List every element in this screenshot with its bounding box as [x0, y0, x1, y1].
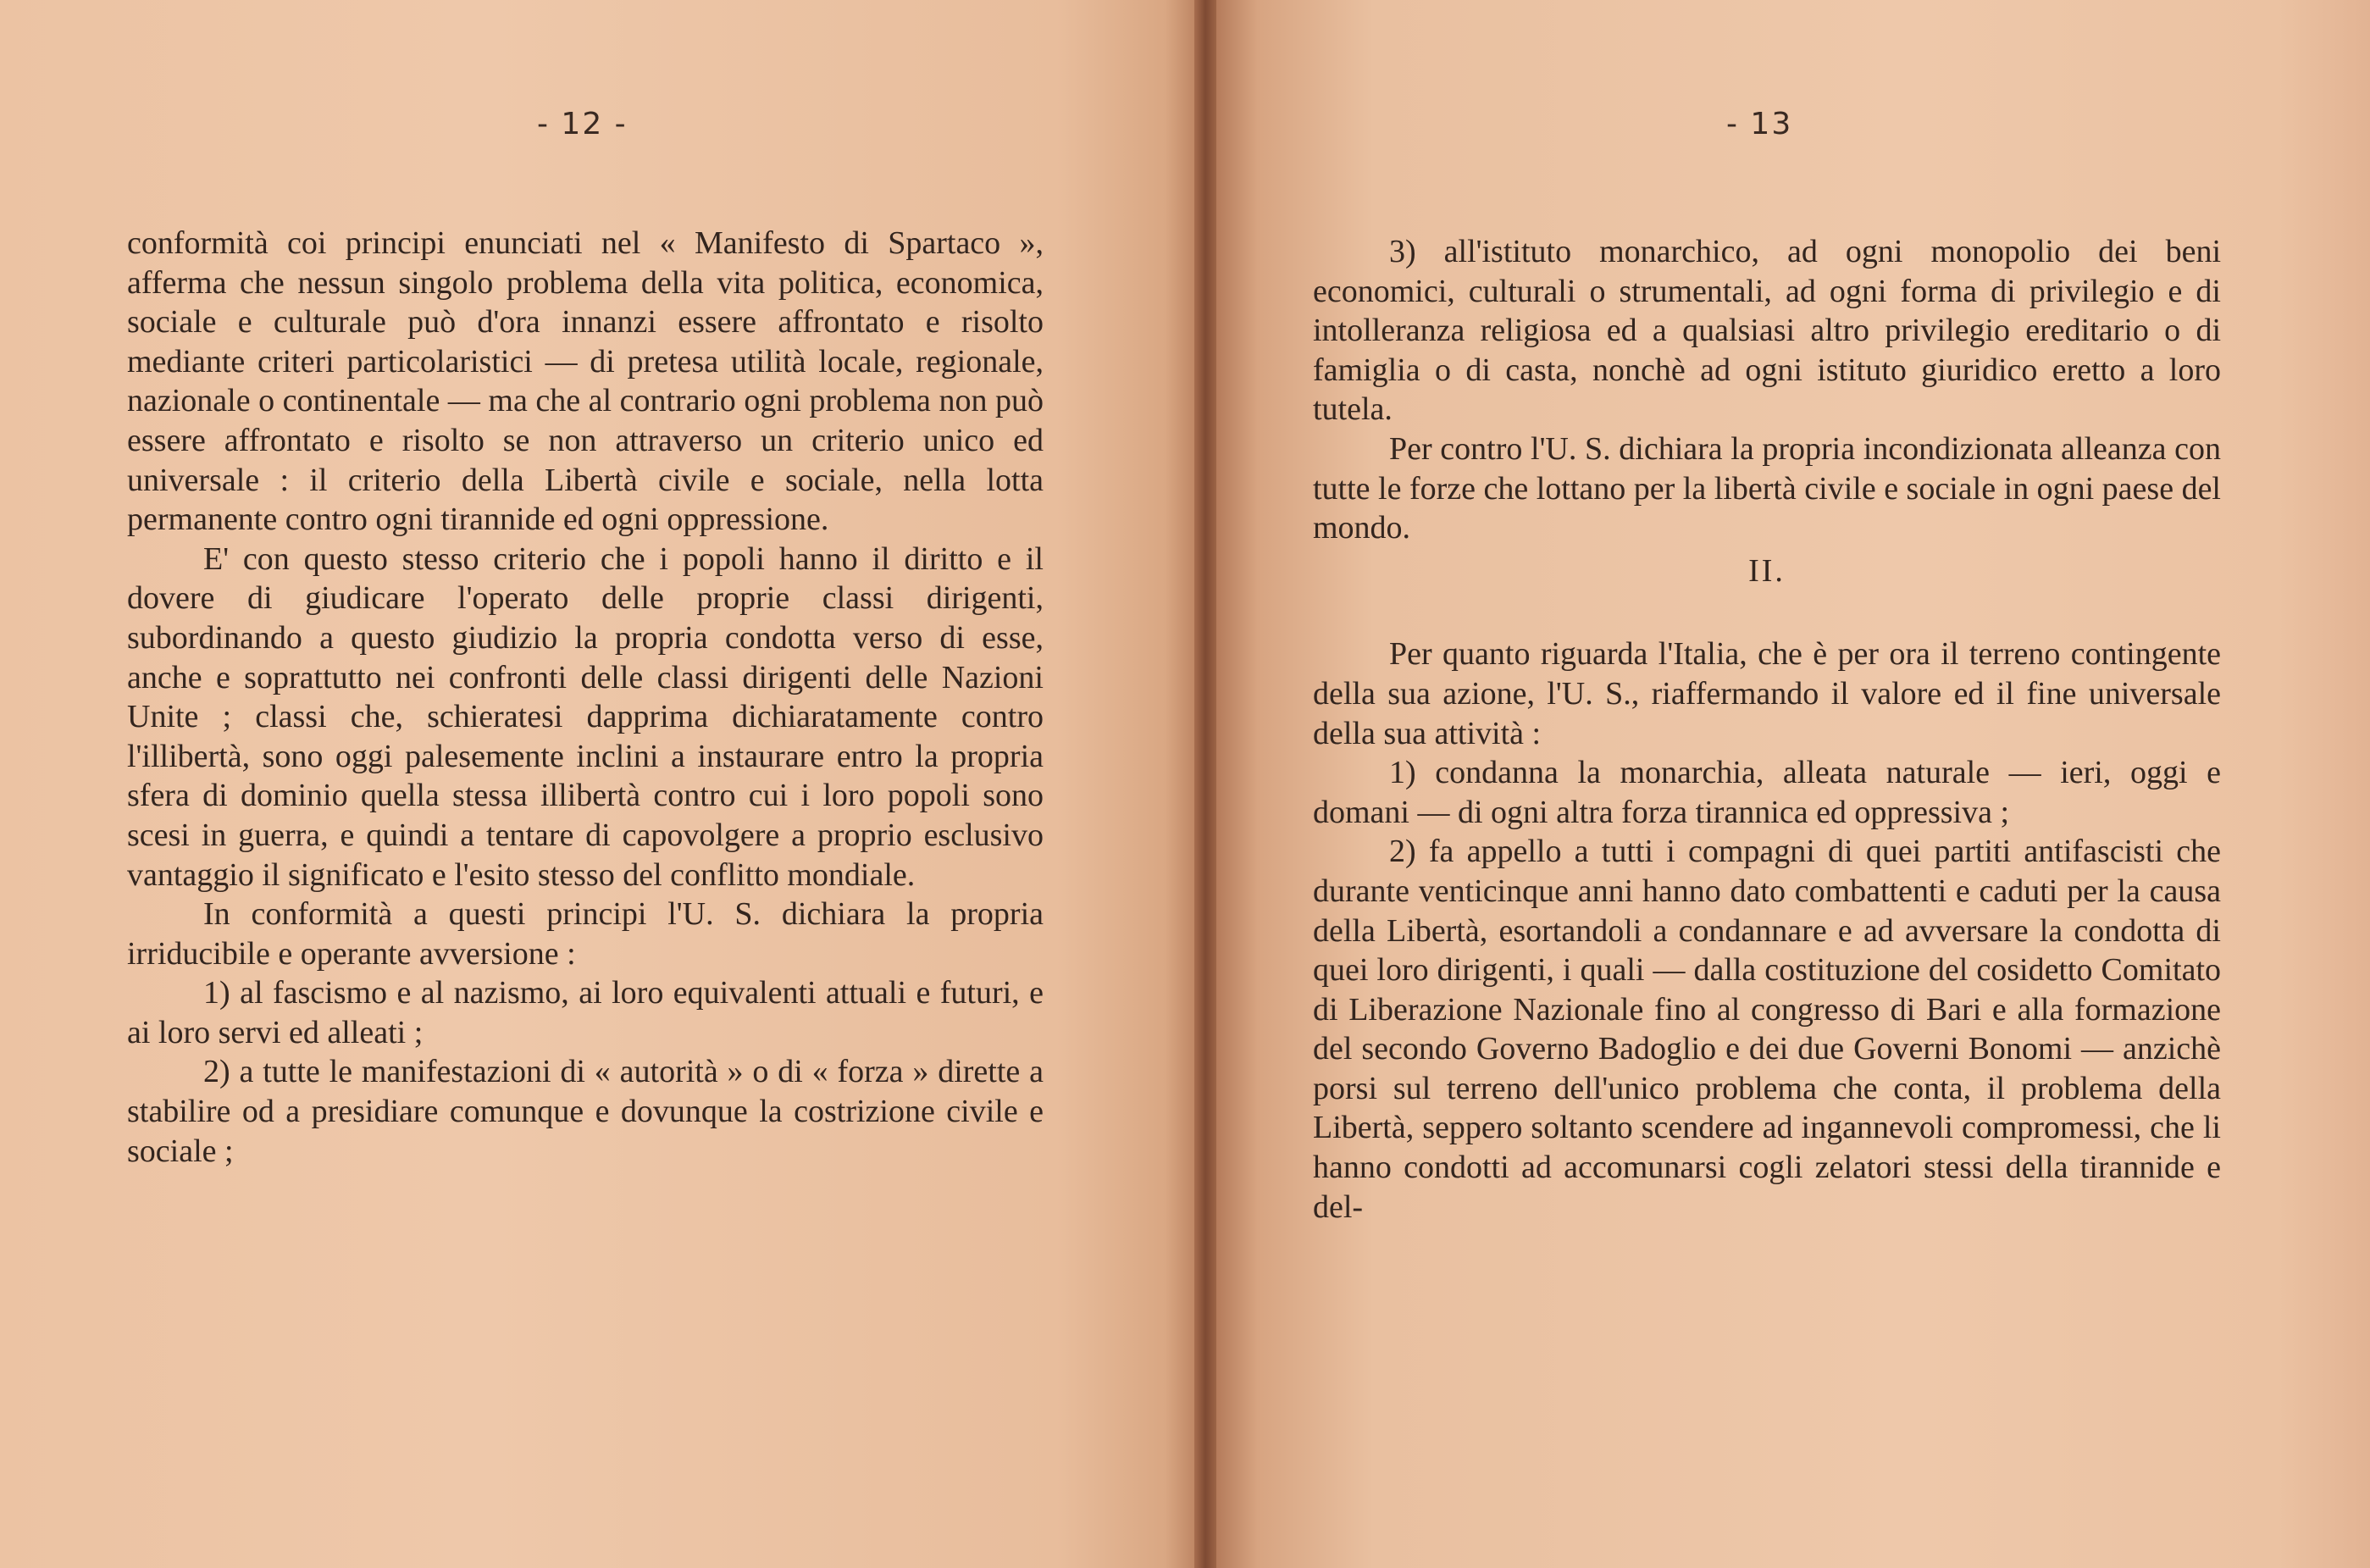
list-item: 1) condanna la monarchia, alleata naturale — ieri, oggi e domani — di ogni altra forza tirannica ed oppressiva ; [1313, 755, 2221, 830]
paragraph: Per quanto riguarda l'Italia, che è per ora il terreno contingente della sua azione, l'U. S., riaffermando il valore ed il fine universale della sua attività : [1313, 636, 2221, 751]
paragraph: E' con questo stesso criterio che i popoli hanno il diritto e il dovere di giudicare l'operato delle proprie classi dirigenti, subordinando a questo giudizio la propria condotta verso di esse, anche e soprattutto nei confronti delle classi dirigenti delle Nazioni Unite ; classi che, schieratesi dapprima dichiaratamente contro l'illibertà, sono oggi palesemente inclini a instaurare entro la propria sfera di dominio quella stessa illibertà contro cui i loro popoli sono scesi in guerra, e quindi a tentare di capovolgere a proprio esclusivo vantaggio il significato e l'esito stesso del conflitto mondiale. [127, 540, 1044, 893]
list-item: 2) a tutte le manifestazioni di « autorità » o di « forza » dirette a stabilire od a presidiare comunque e dovunque la costrizione civile e sociale ; [127, 1054, 1044, 1169]
paragraph: conformità coi principi enunciati nel « Manifesto di Spartaco », afferma che nessun singolo problema della vita politica, economica, sociale e culturale può d'ora innanzi essere affrontato e risolto mediante criteri particolaristici — di pretesa utilità locale, regionale, nazionale o continentale — ma che al contrario ogni problema non può essere affrontato e risolto se non attraverso un criterio unico ed universale : il criterio della Libertà civile e sociale, nella lotta permanente contro ogni tirannide ed ogni oppressione. [127, 225, 1044, 538]
page-number-right: - 13 [1726, 107, 1793, 141]
left-page-text [127, 224, 1044, 1171]
page-number-left: - 12 - [537, 107, 628, 141]
list-item: 3) all'istituto monarchico, ad ogni monopolio dei beni economici, culturali o strumentali, ad ogni forma di privilegio e di intolleranza religiosa ed a qualsiasi altro privilegio ereditario o di famiglia o di casta, nonchè ad ogni istituto giuridico eretto a loro tutela. [1313, 234, 2221, 428]
right-page-text [1313, 232, 2221, 1227]
book-gutter [1194, 0, 1216, 1568]
right-page [1211, 0, 2370, 1568]
paragraph: In conformità a questi principi l'U. S. dichiara la propria irriducibile e operante avversione : [127, 896, 1044, 972]
list-item: 1) al fascismo e al nazismo, ai loro equivalenti attuali e futuri, e ai loro servi ed alleati ; [127, 975, 1044, 1050]
paragraph: Per contro l'U. S. dichiara la propria incondizionata alleanza con tutte le forze che lottano per la libertà civile e sociale in ogni paese del mondo. [1313, 430, 2221, 546]
list-item: 2) fa appello a tutti i compagni di quei partiti antifascisti che durante venticinque anni hanno dato combattenti e caduti per la causa della Libertà, esortandoli a condannare e ad avversare la condotta di quei loro dirigenti, i quali — dalla costituzione del cosidetto Comitato di Liberazione Nazionale fino al congresso di Bari e alla formazione del secondo Governo Badoglio e dei due Governi Bonomi — anzichè porsi sul terreno dell'unico problema che conta, il problema della Libertà, seppero soltanto scendere ad ingannevoli compromessi, che li hanno condotti ad accomunarsi cogli zelatori stessi della tirannide e del- [1313, 834, 2221, 1225]
section-heading: II. [1748, 552, 1786, 589]
